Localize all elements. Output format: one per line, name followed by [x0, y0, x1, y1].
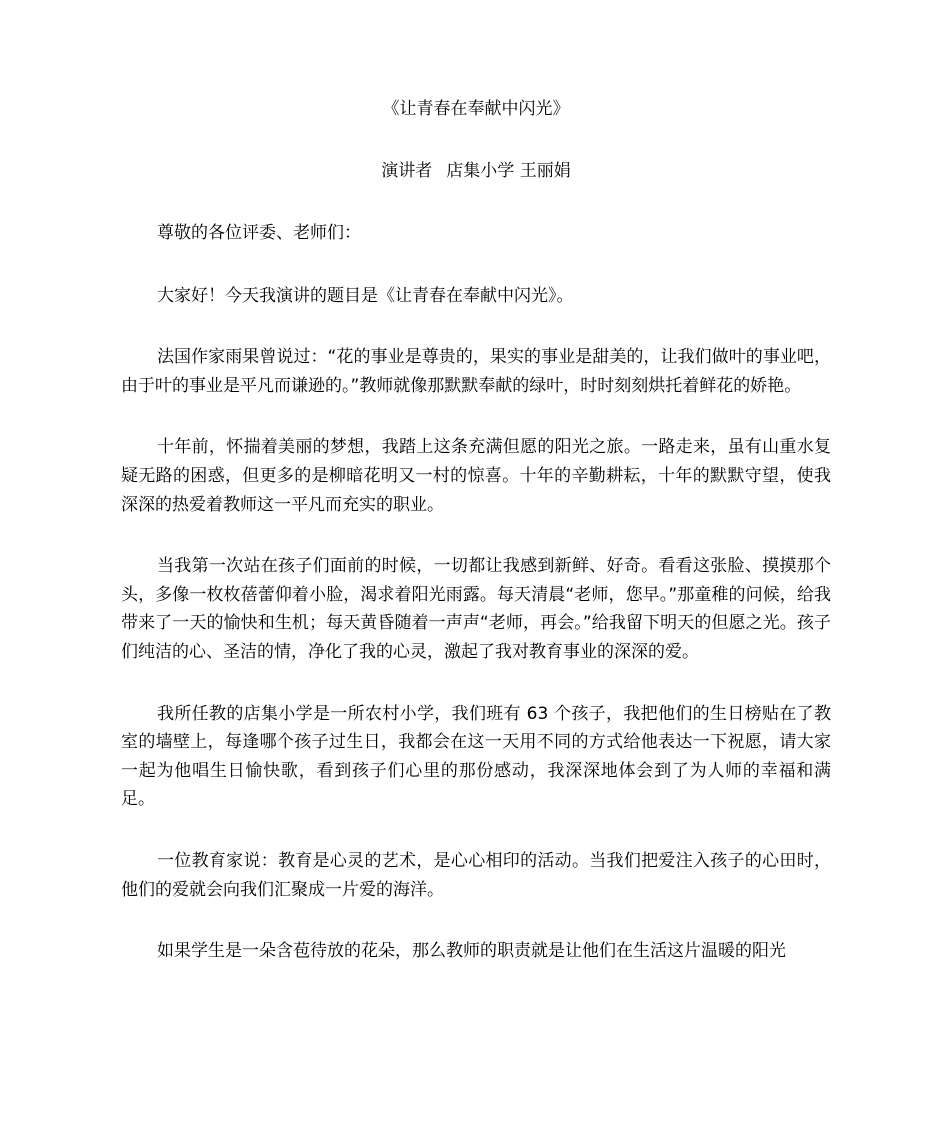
document-page — [121, 95, 831, 966]
salutation: 尊敬的各位评委、老师们： — [157, 223, 361, 243]
paragraph-4: 当我第一次站在孩子们面前的时候，一切都让我感到新鲜、好奇。看看这张脸、摸摸那个头，多像一枚枚蓓蕾仰着小脸，渴求着阳光雨露。每天清晨“老师，您早。”那童稚的问候，给我带来了一天的愉快和生机；每天黄昏随着一声声“老师，再会。”给我留下明天的但愿之光。孩子们纯洁的心、圣洁的情，净化了我的心灵，激起了我对教育事业的深深的爱。 — [121, 556, 831, 662]
paragraph-3: 十年前，怀揣着美丽的梦想，我踏上这条充满但愿的阳光之旅。一路走来，虽有山重水复疑无路的困惑，但更多的是柳暗花明又一村的惊喜。十年的辛勤耕耘，十年的默默守望，使我深深的热爱着教师这一平凡而充实的职业。 — [121, 437, 831, 515]
author-line — [121, 157, 831, 185]
author-info: 店集小学 王丽娟 — [446, 161, 571, 181]
author-label: 演讲者 — [381, 161, 433, 181]
paragraph-5: 我所任教的店集小学是一所农村小学，我们班有 63 个孩子，我把他们的生日榜贴在了教室的墙壁上，每逢哪个孩子过生日，我都会在这一天用不同的方式给他表达一下祝愿，请大家一起为他唱生日愉快歌，看到孩子们心里的那份感动，我深深地体会到了为人师的幸福和满足。 — [121, 703, 831, 810]
paragraph-6: 一位教育家说：教育是心灵的艺术，是心心相印的活动。当我们把爱注入孩子的心田时，他们的爱就会向我们汇聚成一片爱的海洋。 — [121, 850, 831, 900]
document-title: 《让青春在奉献中闪光》 — [382, 99, 570, 119]
paragraph-1: 大家好！今天我演讲的题目是《让青春在奉献中闪光》。 — [157, 285, 574, 306]
paragraph-2: 法国作家雨果曾说过：“花的事业是尊贵的，果实的事业是甜美的，让我们做叶的事业吧，由于叶的事业是平凡而谦逊的。”教师就像那默默奉献的绿叶，时时刻刻烘托着鲜花的娇艳。 — [121, 347, 831, 396]
paragraph-7: 如果学生是一朵含苞待放的花朵，那么教师的职责就是让他们在生活这片温暖的阳光 — [157, 941, 786, 962]
